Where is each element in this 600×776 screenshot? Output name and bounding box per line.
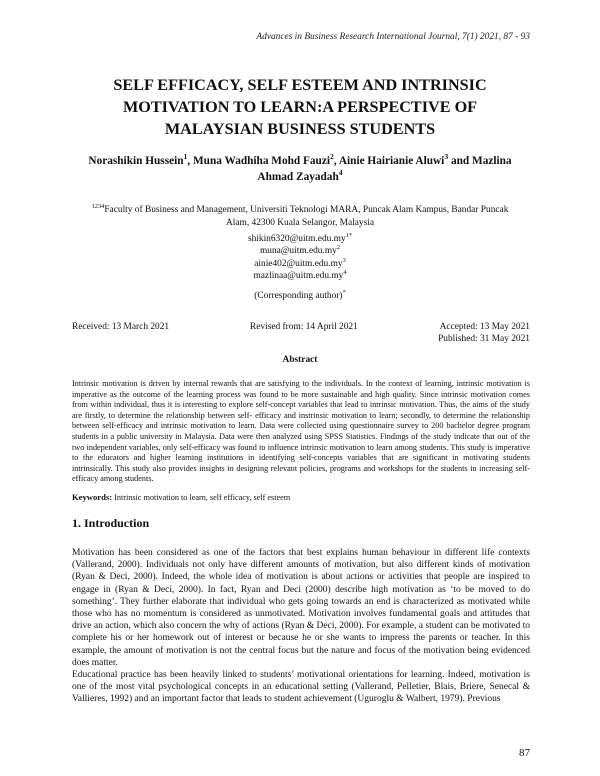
email-sup: 2 bbox=[336, 244, 341, 252]
affiliation bbox=[70, 204, 530, 229]
email-address: shikin6320@uitm.edu.my bbox=[247, 234, 346, 244]
keywords-label: Keywords: bbox=[72, 492, 113, 502]
email-line[interactable] bbox=[100, 233, 500, 245]
keywords-text: Intrinsic motivation to learn, self efficacy, self esteem bbox=[112, 493, 291, 502]
revised-date: Revised from: 14 April 2021 bbox=[250, 322, 358, 332]
author-sup: 1 bbox=[183, 152, 188, 162]
corresponding-author-note bbox=[100, 288, 500, 301]
email-address: mazlinaa@uitm.edu.my bbox=[253, 270, 344, 281]
paragraph: Educational practice has been heavily linked to students’ motivational orientations for learning. Indeed, motivation is one of the most vital psychological concepts in an educational setting (Vallerand, Pelletier, Blais, Briere, Senecal & Vallieres, 1992) and an important factor that leads to student achievement (Uguroglu & Walbert, 1979). Previous bbox=[72, 670, 530, 705]
received-date: Received: 13 March 2021 bbox=[72, 322, 170, 332]
corresponding-sup: * bbox=[342, 288, 346, 296]
keywords bbox=[72, 492, 530, 502]
author-sup: 2 bbox=[330, 152, 334, 162]
email-sup: 4 bbox=[343, 268, 347, 276]
accepted-date: Accepted: 13 May 2021 bbox=[439, 322, 530, 332]
email-sup: 3 bbox=[342, 256, 346, 264]
abstract-heading: Abstract bbox=[282, 355, 318, 365]
accepted-published bbox=[438, 322, 530, 345]
email-list bbox=[100, 233, 500, 282]
email-line[interactable] bbox=[100, 258, 500, 270]
author-list bbox=[70, 154, 530, 185]
email-line[interactable] bbox=[100, 245, 500, 257]
author-name: , Ainie Hairianie Aluwi bbox=[333, 155, 445, 167]
email-line[interactable] bbox=[100, 270, 500, 282]
abstract-text: Intrinsic motivation is driven by internal rewards that are satisfying to the individuals. In the context of learning, intrinsic motivation is imperative as the outcome of the learning process was found to be more sustainable and high quality. Since intrinsic motivation comes from within individual, thus it is interesting to explore self-concept variables that lead to intrinsic motivation. Thus, the aims of the study are firstly, to determine the relationship between self- efficacy and instrinsic motivation to learn; secondly, to determine the relationship between self-efficacy and intrinsic motivation to learn. Data were collected using questionnaire survey to 200 bachelor degree program students in a public university in Malaysia. Data were then analyzed using SPSS Statistics. Findings of the study indicate that out of the two independent variables, only self-efficacy was found to influence intrinsic motivation to learn among students. This study is imperative to the educators and higher learning institutions in identifying self-concepts variables that are significant in motivating students intrinsically. This study also provides insights in designing relevant policies, programs and workshops for the students in increasing self-efficacy among students. bbox=[72, 379, 530, 484]
paragraph: Motivation has been considered as one of the factors that best explains human behaviour in different life contexts (Vallerand, 2000). Individuals not only have different amounts of motivation, but also different kinds of motivation (Ryan & Deci, 2000). Indeed, the whole idea of motivation is about actions or activities that people are inspired to engage in (Ryan & Deci, 2000). In fact, Ryan and Deci (2000) describe high motivation as ‘to be moved to do something’. They further elaborate that individual who gets going towards an end is characterized as motivated while those who has no momentum is considered as unmotivated. Motivation involves fundamental goals and attitudes that drive an action, which also concern the why of actions (Ryan & Deci, 2000). For example, a student can be motivated to complete his or her homework out of interest or because he or she wants to impress the parents or teacher. In this example, the amount of motivation is not the central focus but the nature and focus of the motivation being evidenced does matter. bbox=[72, 548, 530, 668]
email-address: muna@uitm.edu.my bbox=[259, 246, 337, 257]
title-line: MALAYSIAN BUSINESS STUDENTS bbox=[164, 120, 436, 138]
affiliation-line: Alam, 42300 Kuala Selangor, Malaysia bbox=[225, 217, 375, 228]
title-line: MOTIVATION TO LEARN:A PERSPECTIVE OF bbox=[122, 98, 478, 116]
author-sup: 4 bbox=[338, 167, 343, 177]
paper-title bbox=[60, 74, 540, 140]
author-sup: 3 bbox=[444, 152, 449, 162]
author-name: Ahmad Zayadah bbox=[257, 170, 339, 183]
affiliation-line: Faculty of Business and Management, Universiti Teknologi MARA, Puncak Alam Kampus, Bandar Puncak bbox=[104, 205, 509, 215]
page-number: 87 bbox=[519, 747, 530, 759]
title-line: SELF EFFICACY, SELF ESTEEM AND INTRINSIC bbox=[113, 76, 487, 94]
email-sup: 1* bbox=[345, 231, 353, 239]
journal-header: Advances in Business Research International Journal, 7(1) 2021, 87 - 93 bbox=[256, 32, 530, 42]
author-name: Norashikin Hussein bbox=[88, 155, 184, 167]
author-name: , Muna Wadhiha Mohd Fauzi bbox=[187, 155, 330, 167]
published-date: Published: 31 May 2021 bbox=[438, 333, 530, 344]
affiliation-sup: 1234 bbox=[91, 202, 105, 210]
corresponding-text: (Corresponding author) bbox=[254, 291, 343, 301]
section-heading: 1. Introduction bbox=[72, 516, 150, 530]
email-address: ainie402@uitm.edu.my bbox=[254, 258, 343, 269]
author-name: and Mazlina bbox=[448, 155, 512, 167]
